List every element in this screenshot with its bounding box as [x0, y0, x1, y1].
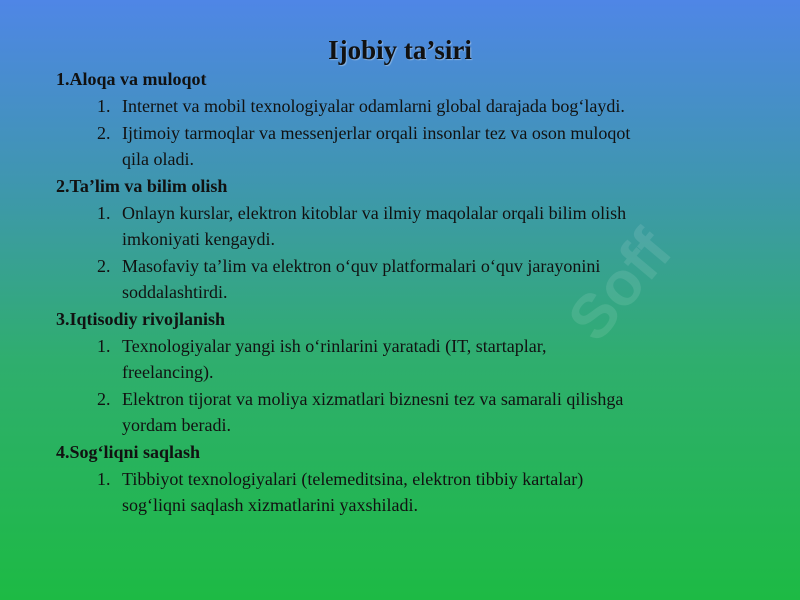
slide-content: [56, 66, 776, 519]
item-line: imkoniyati kengaydi.: [122, 229, 275, 249]
item-number: 2.: [97, 122, 111, 143]
item-number: 1.: [97, 202, 111, 223]
section-heading: 3.Iqtisodiy rivojlanish: [56, 308, 226, 329]
section-economy: [56, 306, 776, 439]
item-line: qila oladi.: [122, 149, 194, 169]
item-line: Tibbiyot texnologiyalari (telemeditsina, elektron tibbiy kartalar): [122, 468, 584, 489]
item-number: 1.: [97, 96, 111, 116]
item-line: freelancing).: [122, 362, 214, 382]
item-line: yordam beradi.: [122, 415, 231, 435]
list-item: [56, 386, 776, 439]
item-line: Ijtimoiy tarmoqlar va messenjerlar orqali insonlar tez va oson muloqot: [122, 122, 631, 143]
section-education: [56, 173, 776, 306]
item-line: Elektron tijorat va moliya xizmatlari biznesni tez va samarali qilishga: [122, 388, 624, 409]
item-line: soddalashtirdi.: [122, 282, 228, 302]
item-line: Texnologiyalar yangi ish o‘rinlarini yaratadi (IT, startaplar,: [122, 335, 547, 356]
list-item: [56, 253, 776, 306]
section-healthcare: [56, 439, 776, 519]
item-number: 2.: [97, 388, 111, 409]
section-heading: 1.Aloqa va muloqot: [56, 69, 207, 89]
item-number: 2.: [97, 255, 111, 276]
section-communication: [56, 66, 776, 173]
list-item: [56, 466, 776, 519]
watermark-logo: Soff: [555, 217, 686, 354]
list-item: [56, 120, 776, 173]
item-line: Onlayn kurslar, elektron kitoblar va ilmiy maqolalar orqali bilim olish: [122, 202, 627, 223]
slide-title: Ijobiy ta’siri: [328, 35, 472, 65]
list-item: [56, 93, 776, 120]
item-line: Internet va mobil texnologiyalar odamlarni global darajada bog‘laydi.: [122, 96, 625, 116]
item-line: sog‘liqni saqlash xizmatlarini yaxshiladi.: [122, 495, 418, 515]
section-heading: 2.Ta’lim va bilim olish: [56, 175, 228, 196]
list-item: [56, 200, 776, 253]
item-number: 1.: [97, 335, 111, 356]
list-item: [56, 333, 776, 386]
section-heading: 4.Sog‘liqni saqlash: [56, 441, 201, 462]
item-number: 1.: [97, 468, 111, 489]
item-line: Masofaviy ta’lim va elektron o‘quv platformalari o‘quv jarayonini: [122, 255, 601, 276]
